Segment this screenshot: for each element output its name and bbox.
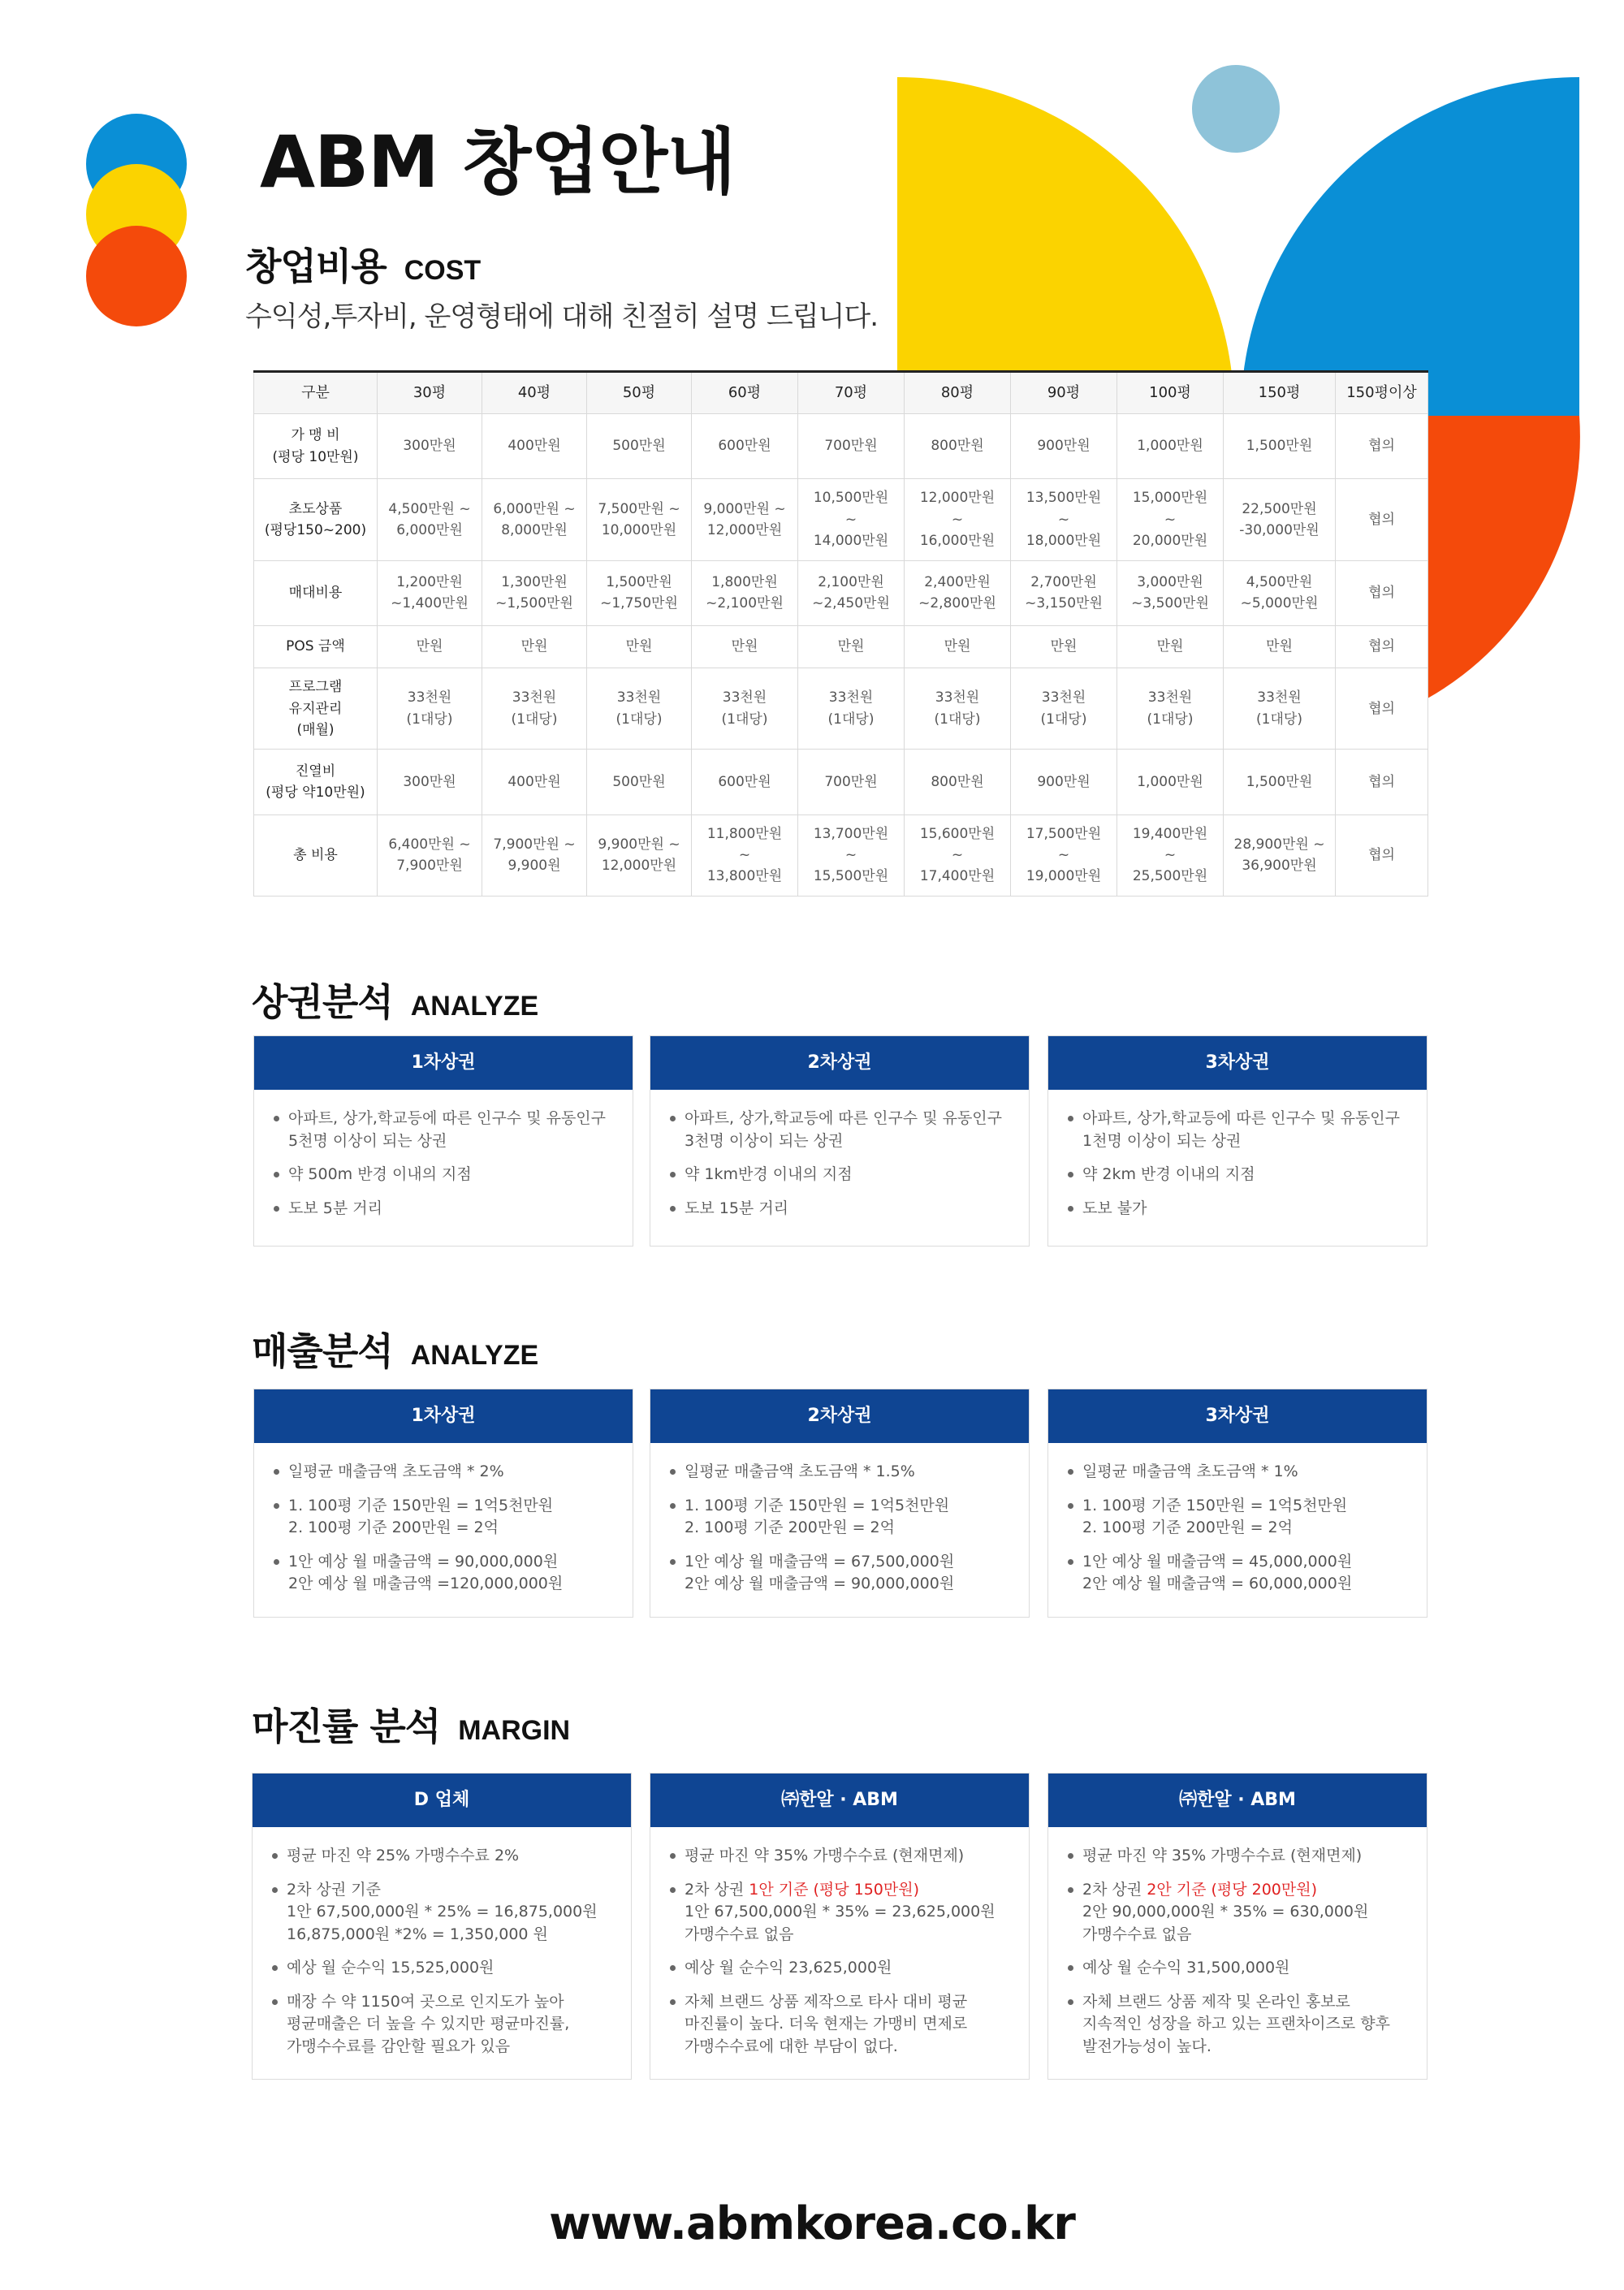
row-header: 가 맹 비 (평당 10만원) [254, 414, 378, 479]
table-cell: 만원 [378, 625, 482, 668]
table-cell: 33천원 (1대당) [905, 668, 1011, 750]
table-cell: 12,000만원 ~ 16,000만원 [905, 479, 1011, 560]
list-item: 일평균 매출금액 초도금액 * 2% [270, 1461, 616, 1484]
list-item-text: 평균 마진 약 25% 가맹수수료 2% [287, 1847, 520, 1864]
table-cell: 1,000만원 [1117, 750, 1224, 814]
list-item: 1. 100평 기준 150만원 = 1억5천만원 2. 100평 기준 200만원 = 2억 [667, 1495, 1013, 1540]
table-cell: 33천원 (1대당) [692, 668, 798, 750]
table-cell: 28,900만원 ~ 36,900만원 [1224, 814, 1336, 896]
sales-card-header: 1차상권 [254, 1389, 633, 1443]
list-item: 도보 5분 거리 [270, 1198, 616, 1221]
table-cell: 10,500만원 ~ 14,000만원 [798, 479, 905, 560]
table-cell: 1,200만원 ~1,400만원 [378, 560, 482, 625]
row-header: 진열비 (평당 약10만원) [254, 750, 378, 814]
trade-area-title-en: ANALYZE [410, 991, 539, 1022]
table-cell: 협의 [1336, 668, 1428, 750]
list-item [1065, 1845, 1410, 1868]
table-cell: 협의 [1336, 625, 1428, 668]
list-item: 도보 15분 거리 [667, 1198, 1013, 1221]
list-item [667, 1845, 1013, 1868]
trade-area-card [253, 1035, 633, 1247]
list-item: 1안 예상 월 매출금액 = 67,500,000원 2안 예상 월 매출금액 = 90,000,000원 [667, 1551, 1013, 1596]
cost-section-title-en: COST [404, 255, 482, 286]
light-blue-circle-decoration [1192, 65, 1280, 153]
trade-area-card [650, 1035, 1030, 1247]
table-cell: 13,500만원 ~ 18,000만원 [1011, 479, 1117, 560]
table-cell: 7,900만원 ~ 9,900원 [482, 814, 587, 896]
list-item [269, 1845, 615, 1868]
table-cell: 15,000만원 ~ 20,000만원 [1117, 479, 1224, 560]
trade-area-card-header: 2차상권 [650, 1036, 1029, 1090]
list-item: 약 1km반경 이내의 지점 [667, 1164, 1013, 1186]
cost-table-row [254, 414, 1428, 479]
table-cell: 900만원 [1011, 750, 1117, 814]
margin-section-title [252, 1697, 570, 1751]
table-cell: 13,700만원 ~ 15,500만원 [798, 814, 905, 896]
table-cell: 9,000만원 ~ 12,000만원 [692, 479, 798, 560]
list-item [269, 1957, 615, 1980]
table-cell: 7,500만원 ~ 10,000만원 [587, 479, 692, 560]
list-item [269, 1879, 615, 1946]
list-item-text: 매장 수 약 1150여 곳으로 인지도가 높아 평균매출은 더 높을 수 있지만 평균마진률, 가맹수수료를 감안할 필요가 있음 [287, 1992, 570, 2055]
sales-card-list [650, 1443, 1029, 1623]
list-item-text: 2안 90,000,000원 * 35% = 630,000원 가맹수수료 없음 [1082, 1903, 1369, 1943]
margin-card-list [253, 1827, 631, 2085]
margin-card-list [1048, 1827, 1427, 2085]
cost-section-title-ko: 창업비용 [245, 244, 387, 288]
table-cell: 1,000만원 [1117, 414, 1224, 479]
list-item: 약 2km 반경 이내의 지점 [1065, 1164, 1410, 1186]
margin-card-header: D 업체 [253, 1774, 631, 1827]
sales-card-header: 3차상권 [1048, 1389, 1427, 1443]
cost-table-row [254, 668, 1428, 750]
list-item: 일평균 매출금액 초도금액 * 1% [1065, 1461, 1410, 1484]
trade-area-card-list [254, 1090, 633, 1247]
table-cell: 15,600만원 ~ 17,400만원 [905, 814, 1011, 896]
table-cell: 협의 [1336, 814, 1428, 896]
list-item [1065, 1957, 1410, 1980]
table-cell: 33천원 (1대당) [587, 668, 692, 750]
list-item: 1안 예상 월 매출금액 = 45,000,000원 2안 예상 월 매출금액 = 60,000,000원 [1065, 1551, 1410, 1596]
table-cell: 만원 [1224, 625, 1336, 668]
list-item [1065, 1991, 1410, 2059]
list-item-prefix: 2차 상권 [685, 1880, 749, 1899]
cost-table-row [254, 750, 1428, 814]
table-cell: 협의 [1336, 479, 1428, 560]
list-item: 아파트, 상가,학교등에 따른 인구수 및 유동인구 3천명 이상이 되는 상권 [667, 1108, 1013, 1152]
table-cell: 만원 [1117, 625, 1224, 668]
table-cell: 협의 [1336, 750, 1428, 814]
table-cell: 1,500만원 ~1,750만원 [587, 560, 692, 625]
table-cell: 800만원 [905, 750, 1011, 814]
cost-table [253, 370, 1428, 897]
table-cell: 900만원 [1011, 414, 1117, 479]
trade-area-card-header: 1차상권 [254, 1036, 633, 1090]
sales-title-en: ANALYZE [410, 1340, 539, 1371]
list-item-text: 2차 상권 기준 1안 67,500,000원 * 25% = 16,875,000원 16,875,000원 *2% = 1,350,000 원 [287, 1880, 598, 1943]
row-header: 프로그램 유지관리 (매월) [254, 668, 378, 750]
list-item: 아파트, 상가,학교등에 따른 인구수 및 유동인구 5천명 이상이 되는 상권 [270, 1108, 616, 1152]
column-header: 90평 [1011, 372, 1117, 414]
cost-section-subtitle: 수익성,투자비, 운영형태에 대해 친절히 설명 드립니다. [245, 300, 879, 333]
column-header: 40평 [482, 372, 587, 414]
blue-quarter-decoration [1241, 77, 1579, 416]
trade-area-card-list [1048, 1090, 1427, 1247]
sales-card-header: 2차상권 [650, 1389, 1029, 1443]
table-cell: 협의 [1336, 414, 1428, 479]
trade-area-card-header: 3차상권 [1048, 1036, 1427, 1090]
column-header: 150평 [1224, 372, 1336, 414]
column-header: 150평이상 [1336, 372, 1428, 414]
table-cell: 600만원 [692, 414, 798, 479]
table-cell: 500만원 [587, 414, 692, 479]
margin-card [1047, 1773, 1427, 2080]
list-item-text: 예상 월 순수익 15,525,000원 [287, 1959, 495, 1977]
table-cell: 700만원 [798, 414, 905, 479]
column-header: 80평 [905, 372, 1011, 414]
row-header: 초도상품 (평당150~200) [254, 479, 378, 560]
column-header: 구분 [254, 372, 378, 414]
trade-area-section-title [252, 973, 538, 1026]
table-cell: 33천원 (1대당) [1117, 668, 1224, 750]
website-url[interactable]: www.abmkorea.co.kr [549, 2197, 1075, 2250]
column-header: 100평 [1117, 372, 1224, 414]
trade-area-title-ko: 상권분석 [252, 980, 393, 1024]
orange-quarter-decoration [1427, 416, 1580, 698]
list-item: 1안 예상 월 매출금액 = 90,000,000원 2안 예상 월 매출금액 =120,000,000원 [270, 1551, 616, 1596]
cost-table-header-row [254, 372, 1428, 414]
table-cell: 만원 [798, 625, 905, 668]
list-item: 도보 불가 [1065, 1198, 1410, 1221]
margin-card [252, 1773, 632, 2080]
list-item-text: 평균 마진 약 35% 가맹수수료 (현재면제) [685, 1847, 965, 1864]
table-cell: 4,500만원 ~5,000만원 [1224, 560, 1336, 625]
table-cell: 33천원 (1대당) [378, 668, 482, 750]
column-header: 50평 [587, 372, 692, 414]
table-cell: 33천원 (1대당) [482, 668, 587, 750]
column-header: 70평 [798, 372, 905, 414]
trade-area-card [1047, 1035, 1427, 1247]
table-cell: 1,300만원 ~1,500만원 [482, 560, 587, 625]
table-cell: 2,400만원 ~2,800만원 [905, 560, 1011, 625]
sales-card-list [254, 1443, 633, 1623]
table-cell: 2,100만원 ~2,450만원 [798, 560, 905, 625]
yellow-quarter-decoration [897, 77, 1234, 414]
table-cell: 9,900만원 ~ 12,000만원 [587, 814, 692, 896]
table-cell: 2,700만원 ~3,150만원 [1011, 560, 1117, 625]
table-cell: 500만원 [587, 750, 692, 814]
sales-card [253, 1389, 633, 1618]
margin-card-list [650, 1827, 1029, 2085]
table-cell: 400만원 [482, 750, 587, 814]
margin-card-header: ㈜한알 · ABM [650, 1774, 1029, 1827]
list-item [667, 1957, 1013, 1980]
table-cell: 1,800만원 ~2,100만원 [692, 560, 798, 625]
list-item: 1. 100평 기준 150만원 = 1억5천만원 2. 100평 기준 200만원 = 2억 [270, 1495, 616, 1540]
table-cell: 3,000만원 ~3,500만원 [1117, 560, 1224, 625]
table-cell: 만원 [482, 625, 587, 668]
sales-card [1047, 1389, 1427, 1618]
cost-table-row [254, 814, 1428, 896]
sales-section-title [252, 1322, 538, 1376]
list-item: 아파트, 상가,학교등에 따른 인구수 및 유동인구 1천명 이상이 되는 상권 [1065, 1108, 1410, 1152]
list-item-text: 자체 브랜드 상품 제작으로 타사 대비 평균 마진률이 높다. 더욱 현재는 가맹비 면제로 가맹수수료에 대한 부담이 없다. [685, 1992, 968, 2055]
table-cell: 17,500만원 ~ 19,000만원 [1011, 814, 1117, 896]
table-cell: 33천원 (1대당) [798, 668, 905, 750]
table-cell: 33천원 (1대당) [1224, 668, 1336, 750]
margin-title-en: MARGIN [458, 1715, 571, 1746]
list-item: 일평균 매출금액 초도금액 * 1.5% [667, 1461, 1013, 1484]
list-item: 약 500m 반경 이내의 지점 [270, 1164, 616, 1186]
table-cell: 4,500만원 ~ 6,000만원 [378, 479, 482, 560]
margin-title-ko: 마진률 분석 [252, 1705, 441, 1748]
cost-table-body [254, 414, 1428, 897]
table-cell: 만원 [905, 625, 1011, 668]
list-item-text: 예상 월 순수익 23,625,000원 [685, 1959, 892, 1977]
table-cell: 800만원 [905, 414, 1011, 479]
table-cell: 협의 [1336, 560, 1428, 625]
list-item [269, 1991, 615, 2059]
cost-table-row [254, 479, 1428, 560]
list-item [667, 1991, 1013, 2059]
page-title: ABM 창업안내 [260, 120, 736, 204]
list-item-text: 평균 마진 약 35% 가맹수수료 (현재면제) [1082, 1847, 1363, 1864]
sales-card-list [1048, 1443, 1427, 1623]
sales-title-ko: 매출분석 [252, 1329, 393, 1373]
orange-circle-decoration [86, 226, 187, 326]
table-cell: 400만원 [482, 414, 587, 479]
table-cell: 만원 [587, 625, 692, 668]
table-cell: 33천원 (1대당) [1011, 668, 1117, 750]
cost-table-row [254, 560, 1428, 625]
table-cell: 300만원 [378, 750, 482, 814]
margin-card [650, 1773, 1030, 2080]
table-cell: 만원 [692, 625, 798, 668]
highlighted-criteria: 1안 기준 (평당 150만원) [749, 1880, 920, 1899]
list-item: 1. 100평 기준 150만원 = 1억5천만원 2. 100평 기준 200만원 = 2억 [1065, 1495, 1410, 1540]
row-header: POS 금액 [254, 625, 378, 668]
table-cell: 1,500만원 [1224, 750, 1336, 814]
cost-section-title [245, 237, 481, 291]
trade-area-card-list [650, 1090, 1029, 1247]
table-cell: 22,500만원 -30,000만원 [1224, 479, 1336, 560]
table-cell: 6,000만원 ~ 8,000만원 [482, 479, 587, 560]
cost-table-row [254, 625, 1428, 668]
column-header: 60평 [692, 372, 798, 414]
margin-card-header: ㈜한알 · ABM [1048, 1774, 1427, 1827]
list-item-text: 자체 브랜드 상품 제작 및 온라인 홍보로 지속적인 성장을 하고 있는 프랜차이즈로 향후 발전가능성이 높다. [1082, 1992, 1390, 2055]
highlighted-criteria: 2안 기준 (평당 200만원) [1147, 1880, 1318, 1899]
list-item [1065, 1879, 1410, 1946]
list-item-text: 예상 월 순수익 31,500,000원 [1082, 1959, 1290, 1977]
column-header: 30평 [378, 372, 482, 414]
row-header: 총 비용 [254, 814, 378, 896]
row-header: 매대비용 [254, 560, 378, 625]
list-item-prefix: 2차 상권 [1082, 1880, 1147, 1899]
table-cell: 1,500만원 [1224, 414, 1336, 479]
sales-card [650, 1389, 1030, 1618]
list-item-text: 1안 67,500,000원 * 35% = 23,625,000원 가맹수수료 없음 [685, 1903, 996, 1943]
table-cell: 300만원 [378, 414, 482, 479]
table-cell: 19,400만원 ~ 25,500만원 [1117, 814, 1224, 896]
table-cell: 11,800만원 ~ 13,800만원 [692, 814, 798, 896]
table-cell: 600만원 [692, 750, 798, 814]
table-cell: 6,400만원 ~ 7,900만원 [378, 814, 482, 896]
list-item [667, 1879, 1013, 1946]
table-cell: 700만원 [798, 750, 905, 814]
table-cell: 만원 [1011, 625, 1117, 668]
